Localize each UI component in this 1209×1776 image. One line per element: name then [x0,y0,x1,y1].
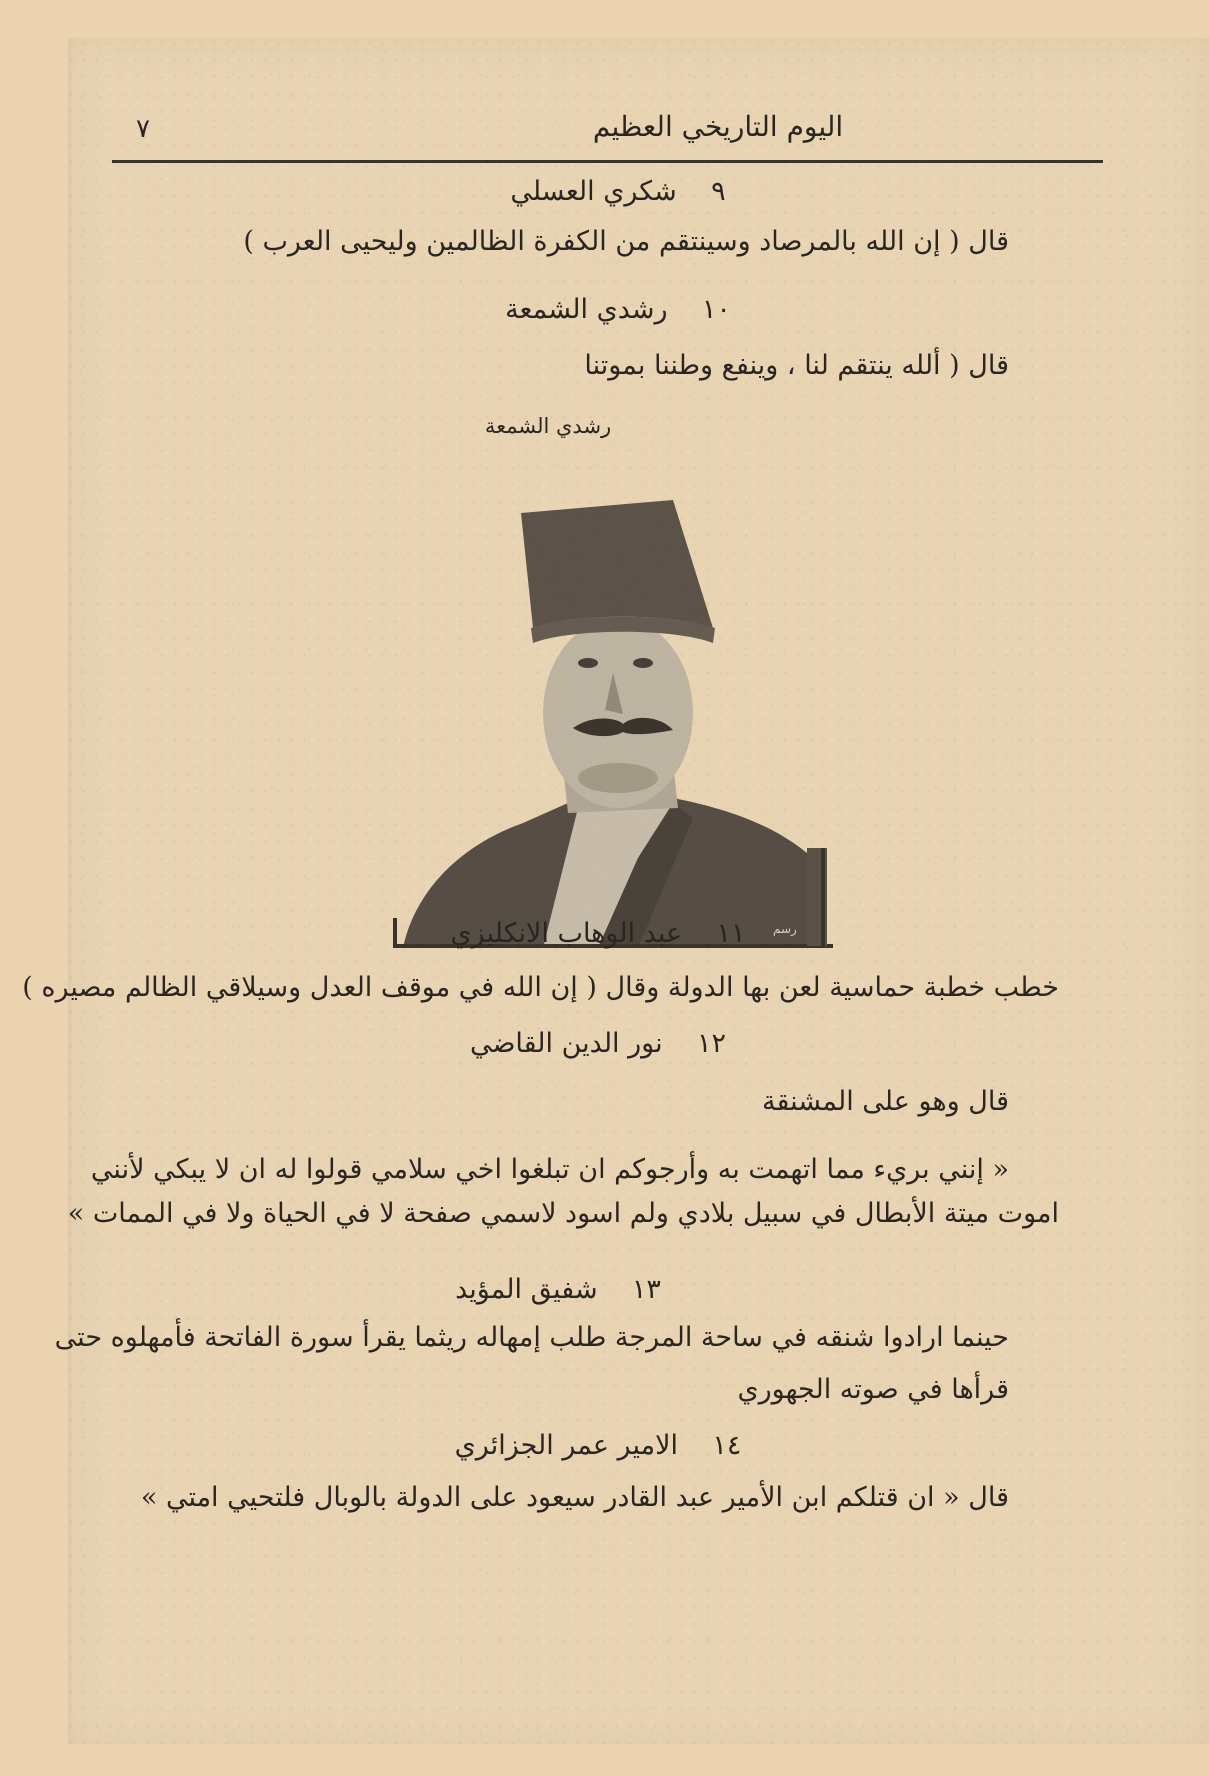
entry-text-9-line-1: قال ( إن الله بالمرصاد وسينتقم من الكفرة الظالمين وليحيى العرب ) [243,226,1009,257]
photo-signature: رسم [773,922,797,936]
entry-name: الامير عمر الجزائري [454,1430,678,1461]
entry-number: ١١ [716,918,746,949]
entry-number: ١٢ [697,1028,727,1059]
entry-text-10-line-1: قال ( ألله ينتقم لنا ، وينفع وطننا بموتنا [584,350,1009,381]
header-rule [112,160,1103,163]
entry-text-14-line-1: قال « ان قتلكم ابن الأمير عبد القادر سيعود على الدولة بالوبال فلتحيي امتي » [140,1482,1009,1513]
page-number: ٧ [136,114,150,144]
entry-heading-9 [368,176,868,207]
entry-name: رشدي الشمعة [505,294,668,325]
entry-text-12-line-3: اموت ميتة الأبطال في سبيل بلادي ولم اسود لاسمي صفحة لا في الحياة ولا في الممات » [67,1198,1059,1229]
entry-name: شفيق المؤيد [455,1274,598,1305]
entry-number: ٩ [711,176,726,207]
entry-name: شكري العسلي [510,176,677,207]
entry-heading-12 [348,1028,848,1059]
entry-number: ١٠ [701,294,731,325]
running-header-title: اليوم التاريخي العظيم [592,110,844,143]
entry-text-12-line-2: « إنني بريء مما اتهمت به وأرجوكم ان تبلغوا اخي سلامي قولوا له ان لا يبكي لأنني [90,1154,1009,1185]
entry-number: ١٣ [631,1274,661,1305]
entry-heading-14 [348,1430,848,1461]
portrait-photo [373,478,853,988]
photo-caption: رشدي الشمعة [484,414,612,438]
entry-heading-13 [308,1274,808,1305]
entry-text-13-line-2: قرأها في صوته الجهوري [737,1374,1009,1405]
entry-text-13-line-1: حينما ارادوا شنقه في ساحة المرجة طلب إمهاله ريثما يقرأ سورة الفاتحة فأمهلوه حتى [54,1322,1009,1353]
entry-number: ١٤ [712,1430,742,1461]
entry-heading-10 [368,294,868,325]
entry-text-11-line-1: خطب خطبة حماسية لعن بها الدولة وقال ( إن الله في موقف العدل وسيلاقي الظالم مصيره ) [22,972,1059,1003]
entry-heading-11 [348,918,848,949]
entry-text-12-line-1: قال وهو على المشنقة [762,1086,1009,1117]
entry-name: عبد الوهاب الانكليزي [450,918,683,949]
entry-name: نور الدين القاضي [469,1028,663,1059]
document-page [22,38,1209,1744]
